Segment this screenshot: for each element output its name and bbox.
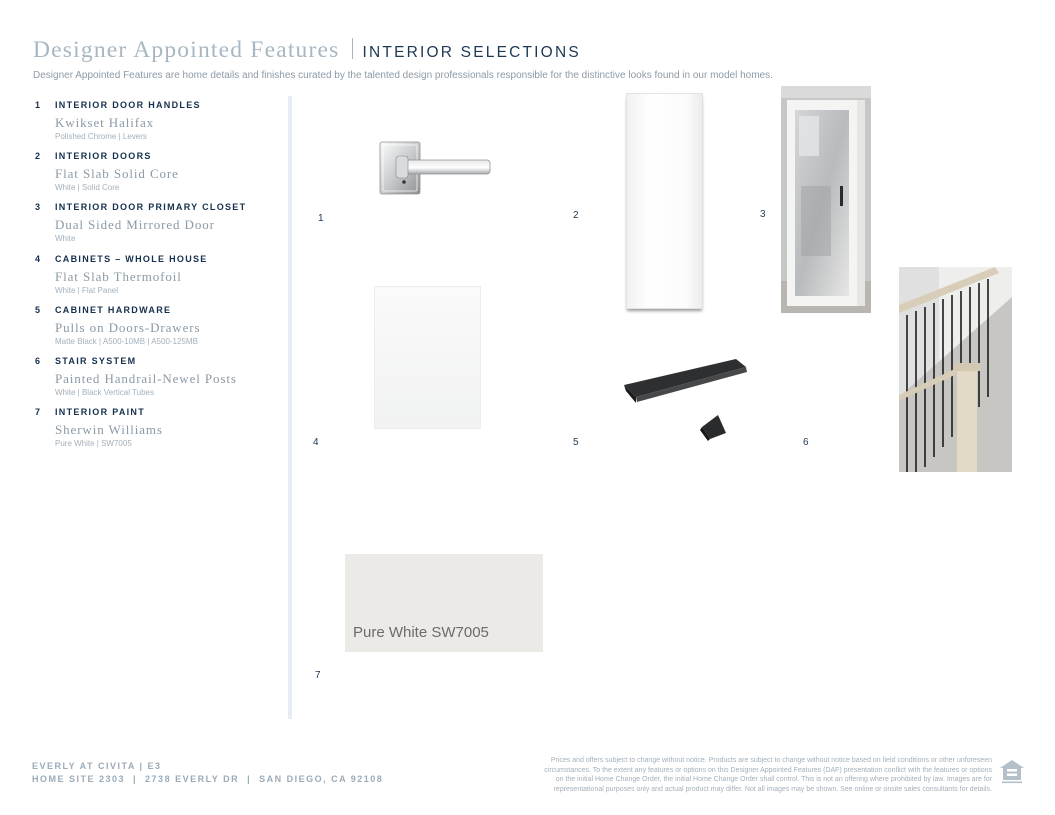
- item-name: Flat Slab Solid Core: [55, 166, 179, 182]
- equal-housing-opportunity-icon: [999, 758, 1025, 784]
- item-category: CABINETS – WHOLE HOUSE: [55, 253, 208, 264]
- item-number: 3: [35, 202, 41, 213]
- selection-item: [35, 356, 275, 407]
- item-detail: Polished Chrome | Levers: [55, 132, 147, 141]
- item-number: 1: [35, 100, 41, 110]
- flat-slab-door-photo: [626, 93, 703, 309]
- item-category: INTERIOR PAINT: [55, 407, 146, 418]
- item-name: Flat Slab Thermofoil: [55, 268, 182, 284]
- title-row: [33, 36, 1033, 64]
- page-title: Designer Appointed Features: [33, 37, 340, 63]
- selection-item: [35, 305, 275, 356]
- item-category: INTERIOR DOORS: [55, 151, 152, 162]
- page-subtitle: INTERIOR SELECTIONS: [362, 44, 581, 61]
- mirrored-door-photo: [781, 86, 871, 313]
- photo-label-6: 6: [803, 437, 809, 448]
- photo-label-1: 1: [318, 213, 324, 224]
- selection-item: [35, 254, 275, 305]
- item-detail: White | Flat Panel: [55, 285, 118, 295]
- title-separator: [352, 38, 353, 59]
- cabinet-pull-photo: [620, 355, 750, 443]
- community-name: EVERLY AT CIVITA | E3: [32, 761, 162, 771]
- vertical-divider: [288, 96, 292, 719]
- item-number: 2: [35, 151, 41, 162]
- item-category: CABINET HARDWARE: [55, 304, 172, 315]
- paint-swatch: [345, 554, 543, 652]
- item-number: 7: [35, 407, 41, 418]
- photo-label-5: 5: [573, 437, 579, 448]
- item-category: STAIR SYSTEM: [55, 355, 137, 366]
- photo-label-7: 7: [315, 670, 321, 681]
- item-detail: White | Black Vertical Tubes: [55, 387, 155, 397]
- selections-list: [35, 100, 275, 458]
- item-detail: White | Solid Core: [55, 183, 120, 193]
- photo-label-3: 3: [760, 209, 766, 220]
- home-site-address: HOME SITE 2303 | 2738 EVERLY DR | SAN DIEGO, CA 92108: [32, 774, 384, 784]
- selection-item: [35, 100, 275, 151]
- legal-disclaimer: Prices and offers subject to change without notice. Products are subject to change without notice based on field conditions or other unforeseen circumstances. To the extent any features or options on this Designer Appointed Features (DAF) presentation conflict with the features or options on the initial Home Change Order, the initial Home Change Order shall control. This is not an offering where prohibited by law. Images are for representational purposes only and actual product may differ. Not all images may be shown. See online or onsite sales consultants for details.: [544, 757, 992, 793]
- item-name: Dual Sided Mirrored Door: [55, 217, 215, 233]
- door-lever-photo: [372, 136, 494, 198]
- selection-item: [35, 407, 275, 458]
- item-name: Sherwin Williams: [55, 422, 163, 438]
- stair-system-photo: [899, 267, 1012, 472]
- page-header: [33, 36, 1033, 81]
- item-name: Pulls on Doors-Drawers: [55, 319, 201, 335]
- item-name: Kwikset Halifax: [55, 115, 155, 130]
- item-category: INTERIOR DOOR PRIMARY CLOSET: [55, 202, 247, 213]
- item-number: 6: [35, 355, 41, 366]
- item-category: INTERIOR DOOR HANDLES: [55, 100, 201, 110]
- item-detail: Matte Black | A500-10MB | A500-125MB: [55, 336, 198, 346]
- item-detail: Pure White | SW7005: [55, 439, 132, 449]
- selection-item: [35, 151, 275, 202]
- paint-swatch-label: Pure White SW7005: [353, 624, 489, 641]
- item-number: 5: [35, 304, 41, 315]
- footer-address-block: [32, 760, 383, 786]
- item-detail: White: [55, 234, 76, 244]
- item-name: Painted Handrail-Newel Posts: [55, 370, 237, 386]
- photo-label-4: 4: [313, 437, 319, 448]
- selection-item: [35, 202, 275, 253]
- intro-text: Designer Appointed Features are home details and finishes curated by the talented design professionals responsible for the distinctive looks found in our model homes.: [33, 70, 773, 81]
- item-number: 4: [35, 253, 41, 264]
- cabinet-panel-photo: [374, 286, 481, 429]
- photo-label-2: 2: [573, 210, 579, 221]
